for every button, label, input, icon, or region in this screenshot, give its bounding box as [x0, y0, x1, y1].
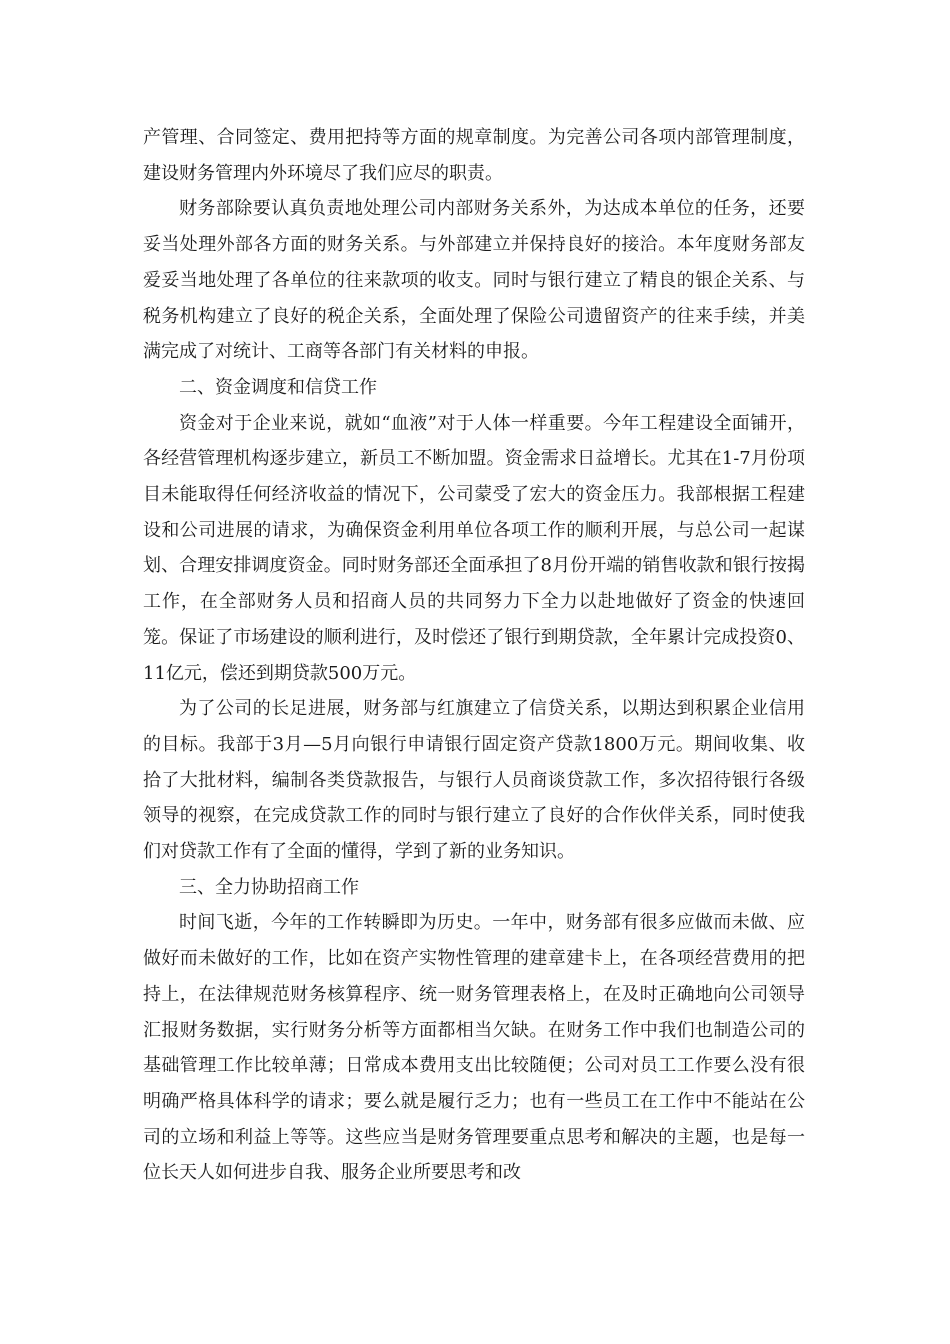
paragraph-review: 时间飞逝，今年的工作转瞬即为历史。一年中，财务部有很多应做而未做、应做好而未做好的工作，比如在资产实物性管理的建章建卡上，在各项经营费用的把持上，在法律规范财务核算程序、统一财务管理表格上，在及时正确地向公司领导汇报财务数据，实行财务分析等方面都相当欠缺。在财务工作中我们也制造公司的基础管理工作比较单薄；日常成本费用支出比较随便；公司对员工工作要么没有很明确严格具体科学的请求；要么就是履行乏力；也有一些员工在工作中不能站在公司的立场和利益上等等。这些应当是财务管理要重点思考和解决的主题，也是每一位长天人如何进步自我、服务企业所要思考和改 [143, 912, 805, 1184]
paragraph-credit: 为了公司的长足进展，财务部与红旗建立了信贷关系，以期达到积累企业信用的目标。我部于3月—5月向银行申请银行固定资产贷款1800万元。期间收集、收拾了大批材料，编制各类贷款报告，与银行人员商谈贷款工作，多次招待银行各级领导的视察，在完成贷款工作的同时与银行建立了良好的合作伙伴关系，同时使我们对贷款工作有了全面的懂得，学到了新的业务知识。 [143, 698, 805, 863]
section-heading-investment: 三、全力协助招商工作 [179, 876, 359, 898]
paragraph-funds: 资金对于企业来说，就如“血液”对于人体一样重要。今年工程建设全面铺开，各经营管理机构逐步建立，新员工不断加盟。资金需求日益增长。尤其在1-7月份项目未能取得任何经济收益的情况下，公司蒙受了宏大的资金压力。我部根据工程建设和公司进展的请求，为确保资金利用单位各项工作的顺利开展，与总公司一起谋划、合理安排调度资金。同时财务部还全面承担了8月份开端的销售收款和银行按揭工作，在全部财务人员和招商人员的共同努力下全力以赴地做好了资金的快速回笼。保证了市场建设的顺利进行，及时偿还了银行到期贷款，全年累计完成投资0、11亿元，偿还到期贷款500万元。 [143, 412, 805, 684]
section-heading-funds: 二、资金调度和信贷工作 [179, 376, 377, 398]
paragraph-external-relations: 财务部除要认真负责地处理公司内部财务关系外，为达成本单位的任务，还要妥当处理外部各方面的财务关系。与外部建立并保持良好的接洽。本年度财务部友爱妥当地处理了各单位的往来款项的收支。同时与银行建立了精良的银企关系、与税务机构建立了良好的税企关系，全面处理了保险公司遗留资产的往来手续，并美满完成了对统计、工商等各部门有关材料的申报。 [143, 198, 805, 363]
document-body [143, 120, 805, 1191]
paragraph-continuation: 产管理、合同签定、费用把持等方面的规章制度。为完善公司各项内部管理制度，建设财务管理内外环境尽了我们应尽的职责。 [143, 127, 805, 184]
